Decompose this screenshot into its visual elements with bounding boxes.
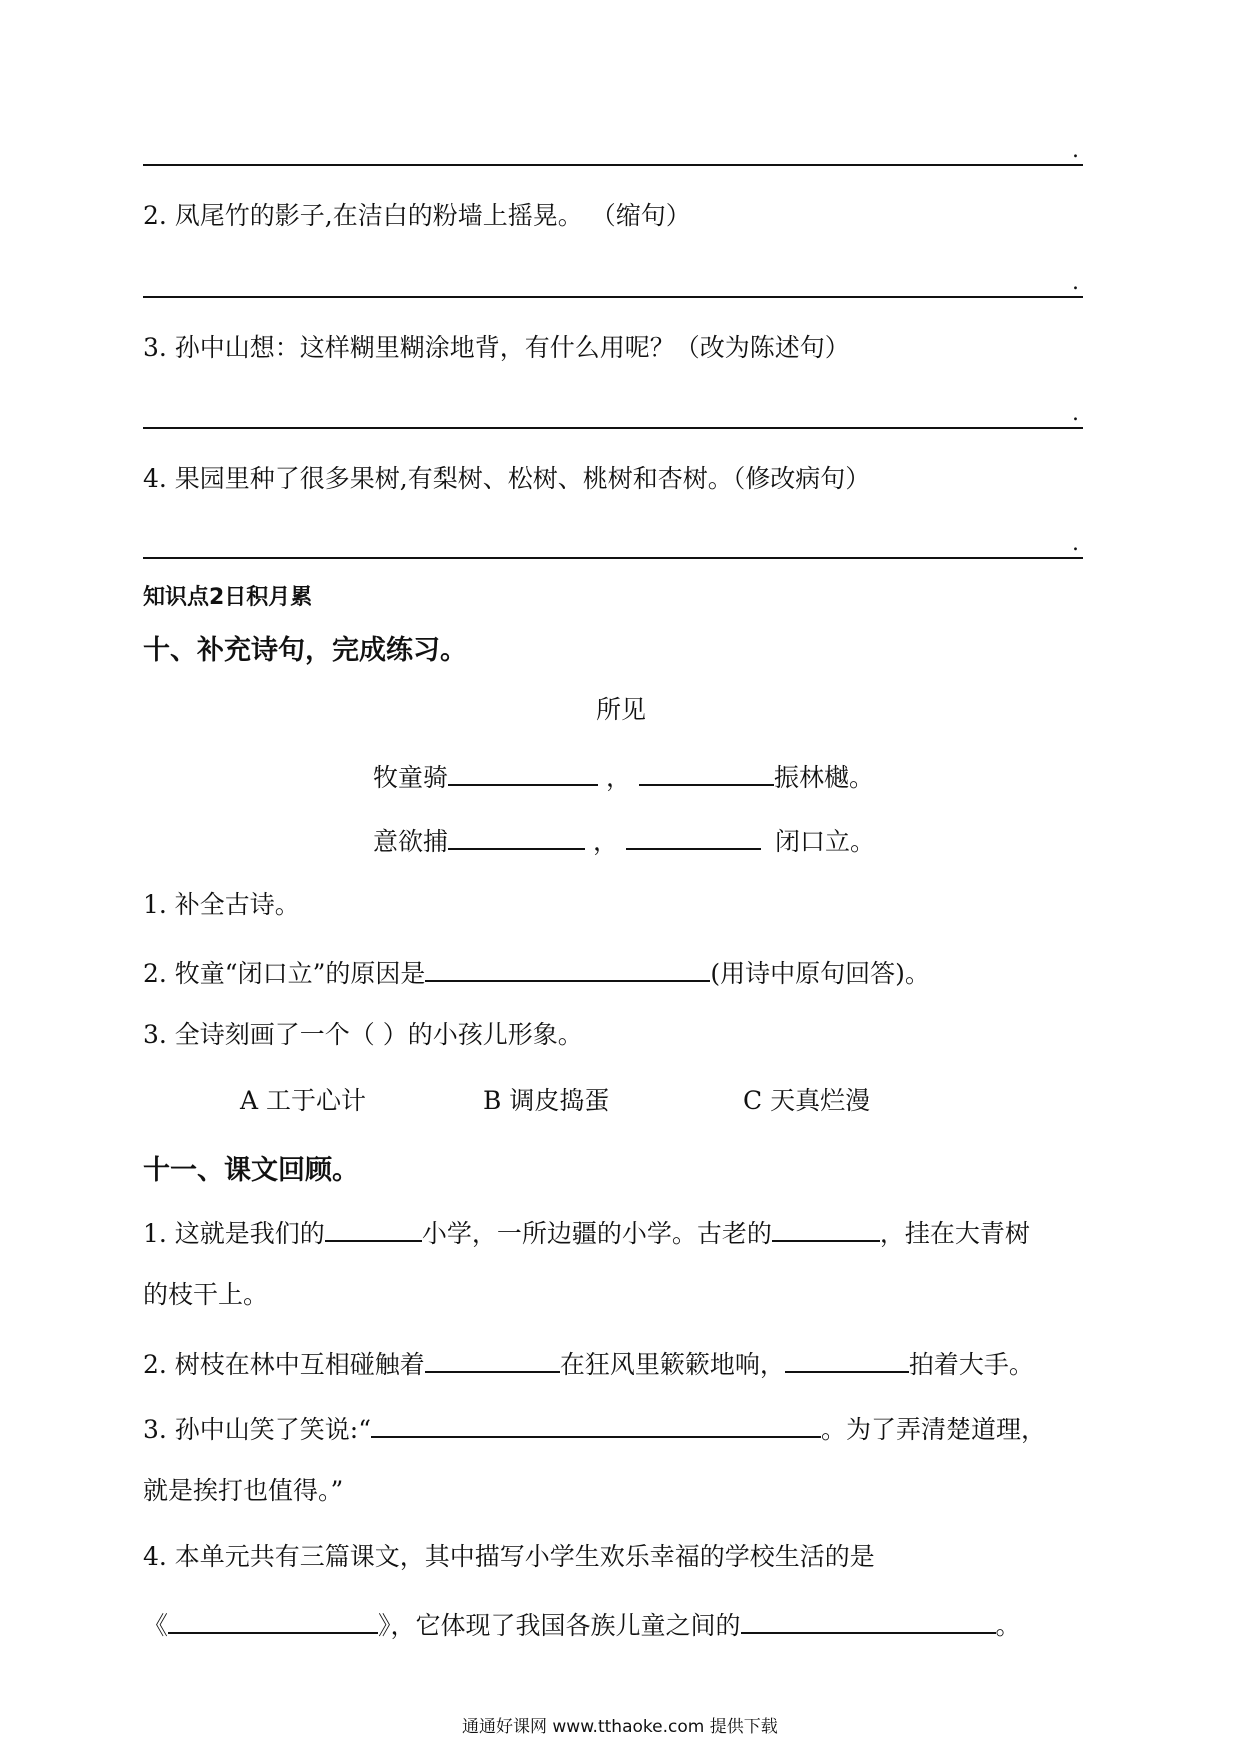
poem-title: 所见 — [596, 695, 647, 724]
answer-period: . — [1072, 531, 1079, 556]
section11-q1-text-b: 小学，一所边疆的小学。古老的 — [421, 1219, 772, 1248]
poem-line-2 — [373, 822, 875, 858]
section10-q2-blank[interactable] — [425, 954, 710, 982]
question-declarative-sentence: 3. 孙中山想：这样糊里糊涂地背，有什么用呢？（改为陈述句） — [143, 333, 850, 362]
section11-q1-blank-2[interactable] — [772, 1214, 880, 1242]
section11-question-4-cont — [143, 1606, 1021, 1642]
section11-q4-open-quote: 《 — [143, 1611, 169, 1640]
option-b[interactable]: B 调皮捣蛋 — [483, 1086, 610, 1115]
section10-heading: 十、补充诗句，完成练习。 — [143, 635, 467, 666]
answer-period: . — [1072, 270, 1079, 295]
section11-q1-text-a: 1. 这就是我们的 — [143, 1219, 325, 1248]
section11-question-3-cont: 就是挨打也值得。” — [143, 1476, 344, 1505]
poem-blank-4[interactable] — [626, 822, 761, 850]
section11-q2-text-c: 拍着大手。 — [908, 1350, 1034, 1379]
section10-q2-text: 2. 牧童“闭口立”的原因是 — [143, 959, 426, 988]
section11-q3-blank[interactable] — [371, 1410, 821, 1438]
poem-comma: ， — [606, 763, 632, 792]
section11-q4-text: 》，它体现了我国各族儿童之间的 — [378, 1611, 741, 1640]
section11-q4-end: 。 — [995, 1611, 1021, 1640]
section10-q2-hint: (用诗中原句回答)。 — [710, 959, 930, 988]
section11-q2-text-a: 2. 树枝在林中互相碰触着 — [143, 1350, 425, 1379]
section11-q3-text-b: 。为了弄清楚道理， — [821, 1415, 1047, 1444]
option-a[interactable]: A 工于心计 — [240, 1086, 367, 1115]
option-c[interactable]: C 天真烂漫 — [743, 1086, 871, 1115]
poem-blank-3[interactable] — [448, 822, 585, 850]
answer-line-4[interactable] — [143, 557, 1083, 559]
question-shorten-sentence: 2. 凤尾竹的影子,在洁白的粉墙上摇晃。 （缩句） — [143, 201, 691, 230]
poem-line-1 — [373, 758, 874, 794]
poem-line-2-end: 闭口立。 — [775, 827, 876, 856]
section11-q1-text-c: ，挂在大青树 — [879, 1219, 1030, 1248]
section11-q1-blank-1[interactable] — [325, 1214, 422, 1242]
section11-q2-blank-2[interactable] — [785, 1345, 909, 1373]
section11-q2-text-b: 在狂风里簌簌地响， — [559, 1350, 785, 1379]
section-knowledge-title: 知识点2日积月累 — [143, 585, 313, 610]
section11-question-4: 4. 本单元共有三篇课文，其中描写小学生欢乐幸福的学校生活的是 — [143, 1542, 875, 1571]
section11-q3-text-a: 3. 孙中山笑了笑说:“ — [143, 1415, 372, 1444]
section11-question-2 — [143, 1345, 1034, 1381]
section10-question-3: 3. 全诗刻画了一个（ ）的小孩儿形象。 — [143, 1020, 583, 1049]
answer-line-2[interactable] — [143, 296, 1083, 298]
section11-q4-blank-1[interactable] — [168, 1606, 378, 1634]
answer-period: . — [1072, 401, 1079, 426]
question-fix-sentence: 4. 果园里种了很多果树,有梨树、松树、桃树和杏树。（修改病句） — [143, 464, 871, 493]
poem-line-1-end: 振林樾。 — [774, 763, 875, 792]
poem-comma: ， — [593, 827, 619, 856]
section10-question-1: 1. 补全古诗。 — [143, 890, 300, 919]
poem-line-1-start: 牧童骑 — [373, 763, 449, 792]
section11-q2-blank-1[interactable] — [425, 1345, 560, 1373]
section11-question-1 — [143, 1214, 1030, 1250]
poem-blank-1[interactable] — [448, 758, 598, 786]
section11-heading: 十一、课文回顾。 — [143, 1155, 359, 1186]
page-footer: 通通好课网 www.tthaoke.com 提供下载 — [462, 1717, 778, 1737]
answer-period: . — [1072, 138, 1079, 163]
section11-question-1-cont: 的枝干上。 — [143, 1280, 269, 1309]
section11-question-3 — [143, 1410, 1046, 1446]
answer-line-3[interactable] — [143, 427, 1083, 429]
poem-line-2-start: 意欲捕 — [373, 827, 449, 856]
answer-line-1[interactable] — [143, 164, 1083, 166]
section11-q4-blank-2[interactable] — [741, 1606, 996, 1634]
section10-question-2 — [143, 954, 930, 990]
poem-blank-2[interactable] — [639, 758, 774, 786]
